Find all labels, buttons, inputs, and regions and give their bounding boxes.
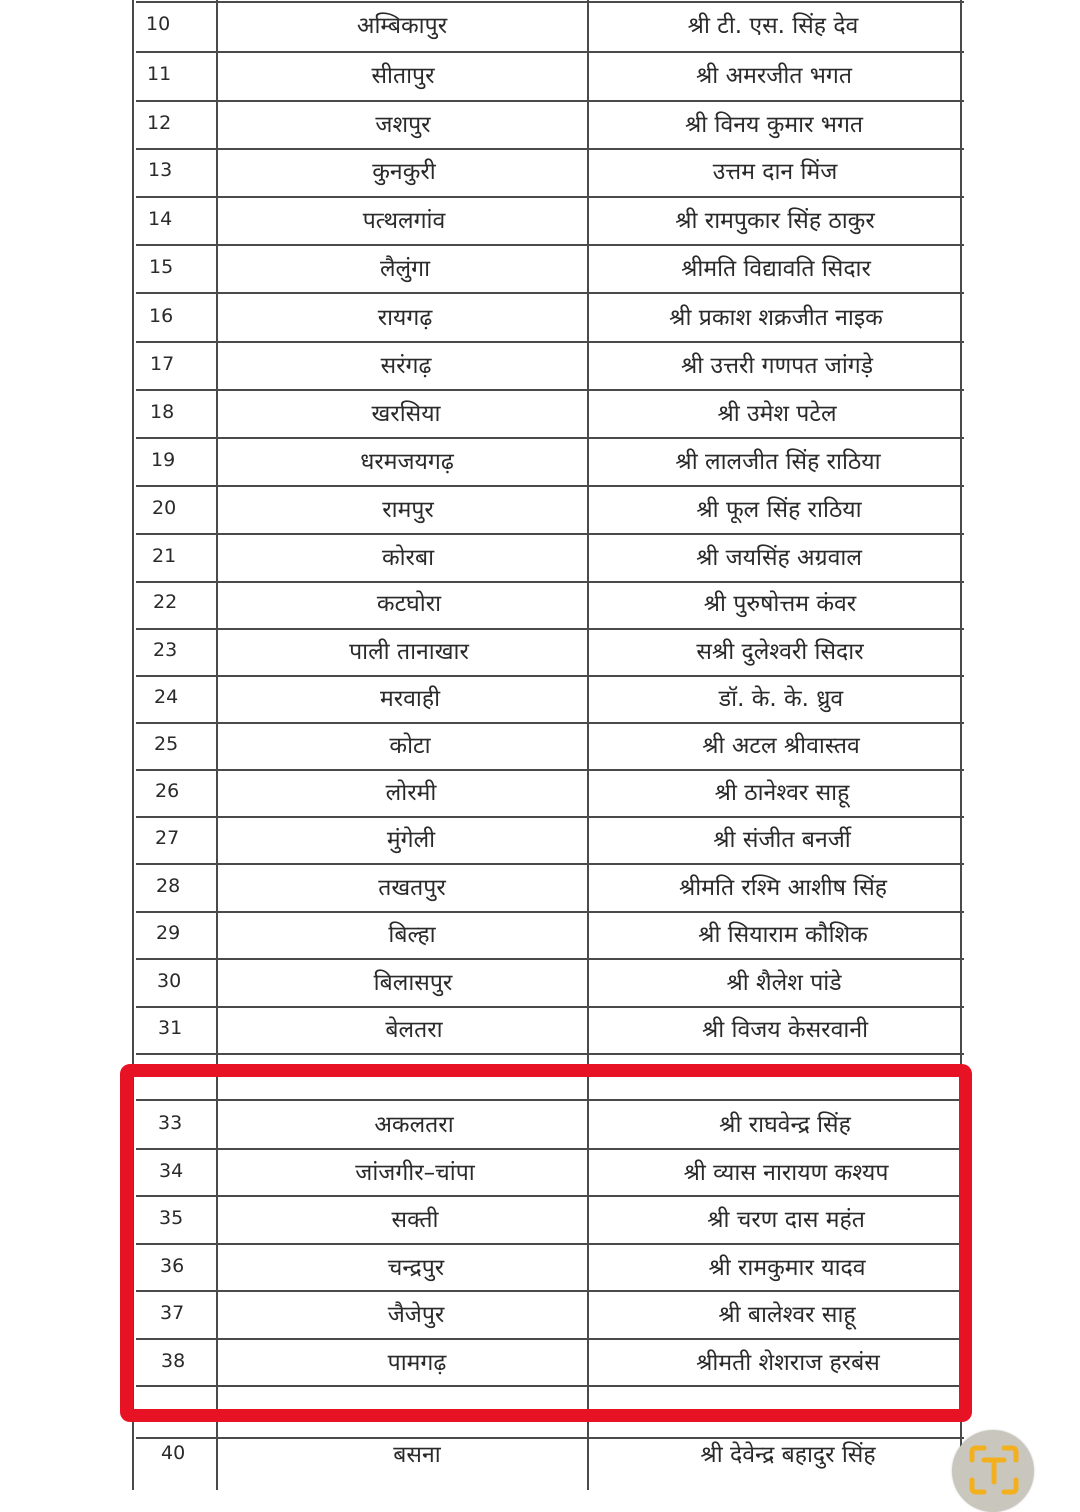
table-rule xyxy=(136,675,964,677)
constituency-name: मरवाही xyxy=(379,686,441,712)
constituency-name: पाली तानाखार xyxy=(349,639,469,665)
constituency-name: कोटा xyxy=(389,733,431,759)
candidate-name: श्री देवेन्द्र बहादुर सिंह xyxy=(700,1442,876,1468)
row-number: 38 xyxy=(161,1350,186,1372)
table-rule xyxy=(136,533,964,535)
row-number: 24 xyxy=(154,686,179,708)
constituency-name: लोरमी xyxy=(385,780,437,806)
table-rule xyxy=(136,196,964,198)
candidate-name: श्रीमति विद्यावति सिदार xyxy=(681,256,871,282)
candidate-name: श्री उत्तरी गणपत जांगड़े xyxy=(680,353,874,379)
candidate-name: श्री अटल श्रीवास्तव xyxy=(702,733,860,759)
row-number: 19 xyxy=(151,449,176,471)
row-number: 30 xyxy=(157,970,182,992)
candidate-name: सश्री दुलेश्वरी सिदार xyxy=(696,639,864,665)
constituency-name: लैलुंगा xyxy=(379,256,431,282)
candidate-name: डॉ. के. के. ध्रुव xyxy=(718,686,844,712)
highlight-box xyxy=(120,1064,972,1422)
row-number: 15 xyxy=(149,256,174,278)
table-rule xyxy=(136,581,964,583)
row-number: 40 xyxy=(161,1442,186,1464)
row-number: 37 xyxy=(160,1302,185,1324)
candidate-name: श्री राघवेन्द्र सिंह xyxy=(719,1112,851,1138)
row-number: 33 xyxy=(158,1112,183,1134)
table-rule xyxy=(136,389,964,391)
constituency-name: अम्बिकापुर xyxy=(356,13,448,39)
row-number: 35 xyxy=(159,1207,184,1229)
candidate-name: श्री चरण दास महंत xyxy=(707,1207,865,1233)
candidate-name: श्री पुरुषोत्तम कंवर xyxy=(703,591,857,617)
constituency-name: रामपुर xyxy=(382,497,434,523)
table-rule xyxy=(136,1006,964,1008)
row-number: 18 xyxy=(150,401,175,423)
constituency-name: बसना xyxy=(393,1442,441,1468)
constituency-name: सरंगढ़ xyxy=(380,353,432,379)
constituency-name: खरसिया xyxy=(371,401,441,427)
candidate-name: श्री बालेश्वर साहू xyxy=(718,1302,856,1328)
constituency-name: अकलतरा xyxy=(374,1112,454,1138)
candidate-name: श्री संजीत बनर्जी xyxy=(713,827,851,853)
candidate-name: श्री लालजीत सिंह राठिया xyxy=(675,449,881,475)
row-number: 26 xyxy=(155,780,180,802)
constituency-name: सीतापुर xyxy=(371,63,435,89)
constituency-name: रायगढ़ xyxy=(377,305,433,331)
constituency-name: कटघोरा xyxy=(376,591,442,617)
candidate-name: श्री रामकुमार यादव xyxy=(708,1255,866,1281)
row-number: 31 xyxy=(158,1017,183,1039)
constituency-name: कुनकुरी xyxy=(372,159,436,185)
table-rule xyxy=(136,51,964,53)
table-rule xyxy=(136,722,964,724)
row-number: 23 xyxy=(153,639,178,661)
candidate-name: श्री टी. एस. सिंह देव xyxy=(687,13,859,39)
table-rule xyxy=(136,485,964,487)
candidate-name: श्री विजय केसरवानी xyxy=(701,1017,869,1043)
constituency-name: पत्थलगांव xyxy=(362,208,446,234)
constituency-name: चन्द्रपुर xyxy=(387,1255,445,1281)
table-rule xyxy=(136,1,964,3)
candidate-name: श्री फूल सिंह राठिया xyxy=(696,497,862,523)
table-rule xyxy=(136,911,964,913)
row-number: 13 xyxy=(148,159,173,181)
candidate-name: श्री उमेश पटेल xyxy=(717,401,837,427)
row-number: 22 xyxy=(153,591,178,613)
table-rule xyxy=(136,437,964,439)
row-number: 11 xyxy=(147,63,172,85)
table-rule xyxy=(136,1053,964,1055)
constituency-name: पामगढ़ xyxy=(387,1350,447,1376)
text-scan-button[interactable] xyxy=(952,1430,1034,1512)
row-number: 21 xyxy=(152,545,177,567)
candidate-name: श्री सियाराम कौशिक xyxy=(698,922,868,948)
table-rule xyxy=(136,958,964,960)
table-rule xyxy=(136,769,964,771)
row-number: 36 xyxy=(160,1255,185,1277)
table-rule xyxy=(136,100,964,102)
row-number: 27 xyxy=(155,827,180,849)
table-rule xyxy=(136,863,964,865)
candidate-name: श्री प्रकाश शक्रजीत नाइक xyxy=(669,305,883,331)
row-number: 20 xyxy=(152,497,177,519)
row-number: 34 xyxy=(159,1160,184,1182)
candidate-name: श्री अमरजीत भगत xyxy=(696,63,852,89)
constituency-name: तखतपुर xyxy=(378,875,446,901)
table-rule xyxy=(136,816,964,818)
constituency-name: बिल्हा xyxy=(388,922,436,948)
row-number: 17 xyxy=(150,353,175,375)
candidate-name: श्रीमती शेशराज हरबंस xyxy=(696,1350,880,1376)
table-rule xyxy=(136,148,964,150)
row-number: 10 xyxy=(146,13,171,35)
row-number: 29 xyxy=(156,922,181,944)
candidate-name: श्री ठानेश्वर साहू xyxy=(714,780,850,806)
constituency-name: धरमजयगढ़ xyxy=(360,449,454,475)
constituency-name: सक्ती xyxy=(391,1207,439,1233)
row-number: 25 xyxy=(154,733,179,755)
constituency-name: बेलतरा xyxy=(385,1017,443,1043)
constituency-name: बिलासपुर xyxy=(373,970,453,996)
table-rule xyxy=(136,628,964,630)
constituency-name: जांजगीर–चांपा xyxy=(355,1160,475,1186)
table-rule xyxy=(136,292,964,294)
table-rule xyxy=(136,341,964,343)
constituency-name: कोरबा xyxy=(381,545,435,571)
constituency-name: जशपुर xyxy=(375,112,431,138)
candidate-name: श्री शैलेश पांडे xyxy=(726,970,842,996)
candidate-name: उत्तम दान मिंज xyxy=(712,159,838,185)
candidate-name: श्रीमति रश्मि आशीष सिंह xyxy=(678,875,888,901)
constituency-name: मुंगेली xyxy=(386,827,436,853)
candidate-name: श्री विनय कुमार भगत xyxy=(684,112,864,138)
constituency-name: जैजेपुर xyxy=(387,1302,445,1328)
text-scan-icon xyxy=(966,1442,1022,1498)
row-number: 28 xyxy=(156,875,181,897)
row-number: 12 xyxy=(147,112,172,134)
row-number: 16 xyxy=(149,305,174,327)
table-rule xyxy=(136,244,964,246)
candidate-name: श्री व्यास नारायण कश्यप xyxy=(683,1160,889,1186)
candidate-name: श्री रामपुकार सिंह ठाकुर xyxy=(675,208,875,234)
candidate-name: श्री जयसिंह अग्रवाल xyxy=(696,545,862,571)
row-number: 14 xyxy=(148,208,173,230)
